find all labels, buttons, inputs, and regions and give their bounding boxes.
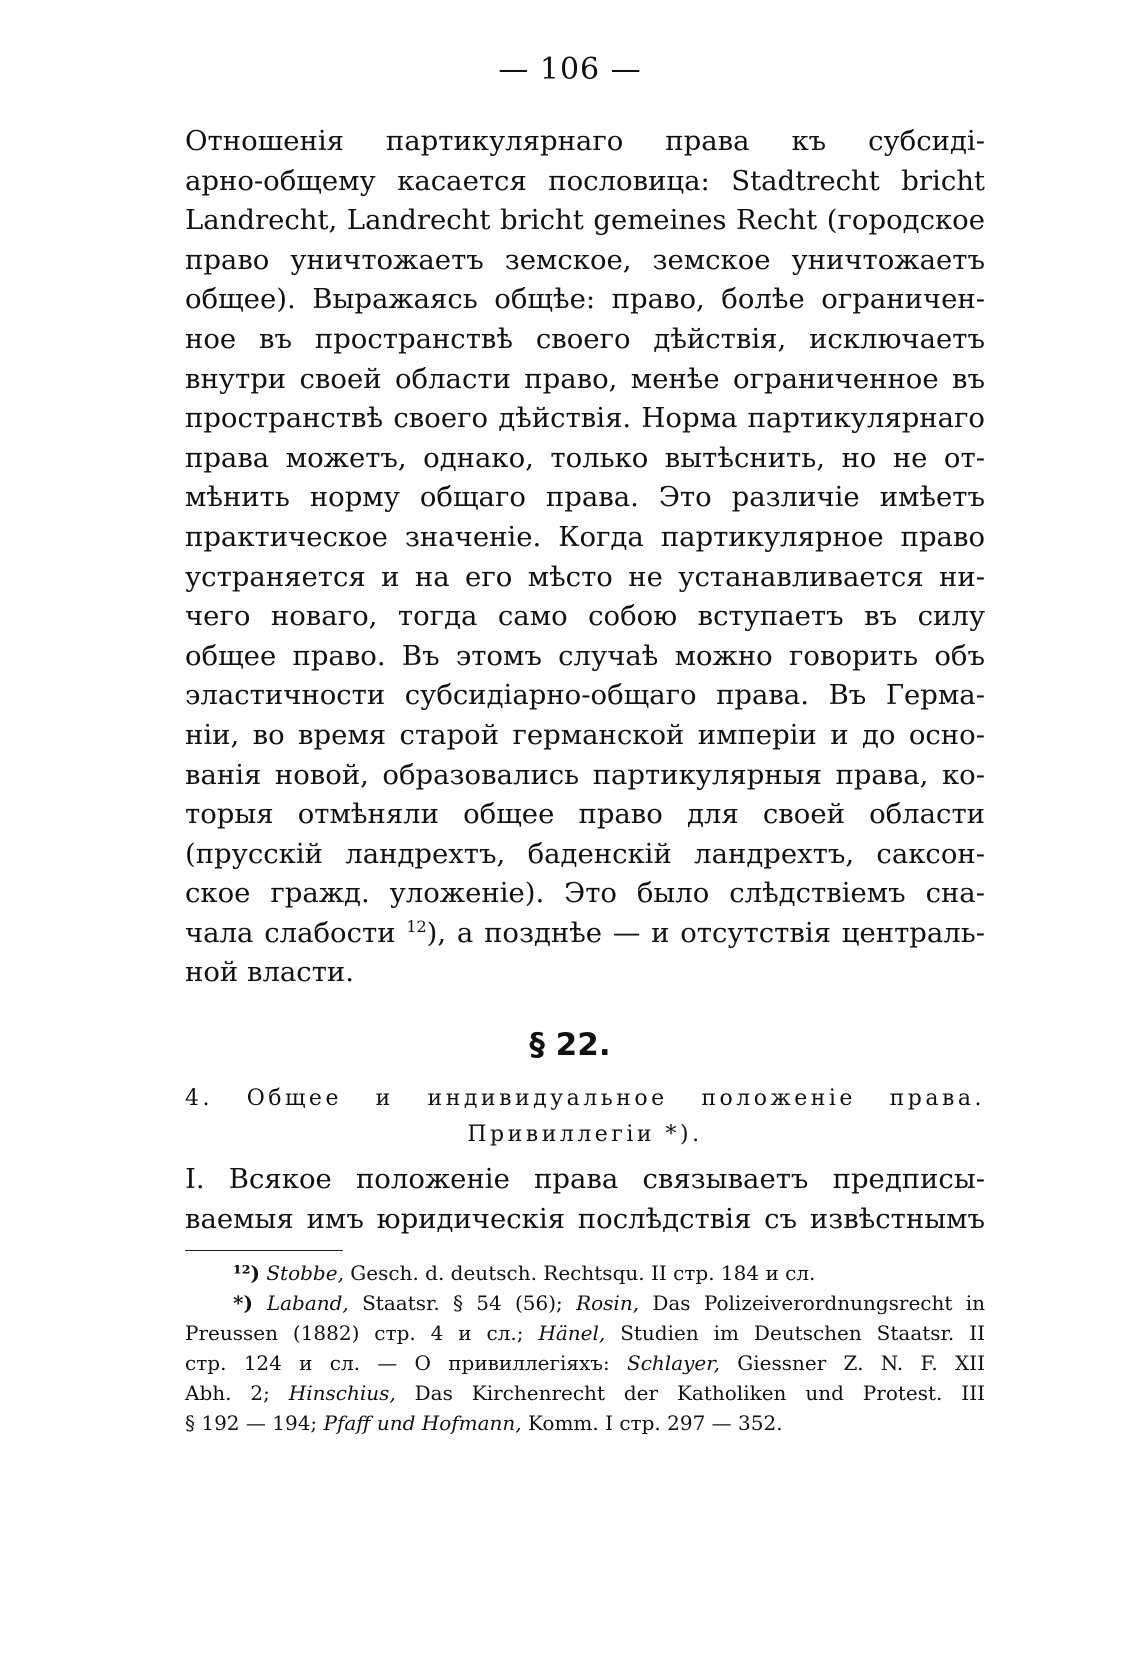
page-number: — 106 — bbox=[498, 52, 642, 87]
footnote-line bbox=[185, 1378, 985, 1408]
footnote-text: Studien im Deutschen Staatsr. II bbox=[605, 1321, 985, 1345]
footnote-text: стр. 124 и сл. — О привиллегіяхъ: bbox=[185, 1351, 628, 1375]
text-line-with-footnote-ref bbox=[185, 914, 985, 954]
line-text-before-ref: чала слабости bbox=[185, 916, 407, 949]
text-line: Landrecht, Landrecht bricht gemeines Recht (городское bbox=[185, 204, 985, 237]
text-line: практическое значеніе. Когда партикулярное право bbox=[185, 520, 985, 553]
footnote-text: Das Polizeiverordnungsrecht in bbox=[639, 1291, 985, 1315]
footnote-marker: *) bbox=[233, 1291, 267, 1315]
footnote-author: Hinschius, bbox=[288, 1381, 396, 1405]
text-line: ной власти. bbox=[185, 956, 354, 989]
text-line: общее право. Въ этомъ случаѣ можно говорить объ bbox=[185, 639, 985, 672]
footnote-author: Pfaff und Hofmann, bbox=[323, 1411, 522, 1435]
paragraph-2 bbox=[185, 1160, 985, 1239]
text-line: чего новаго, тогда само собою вступаетъ въ силу bbox=[185, 600, 985, 633]
footnote-text: Preussen (1882) стр. 4 и сл.; bbox=[185, 1321, 539, 1345]
footnote-author: Hänel, bbox=[538, 1321, 606, 1345]
footnote-line bbox=[185, 1408, 985, 1438]
footnote-text: Staatsr. § 54 (56); bbox=[348, 1291, 577, 1315]
footnote-author: Rosin, bbox=[576, 1291, 640, 1315]
footnote-marker: ¹²) bbox=[233, 1261, 260, 1285]
text-line: эластичности субсидіарно-общаго права. Въ Герма- bbox=[185, 679, 985, 712]
text-line: ваемыя имъ юридическія послѣдствія съ извѣстнымъ bbox=[185, 1202, 985, 1235]
text-line: ванія новой, образовались партикулярныя права, ко- bbox=[185, 758, 985, 791]
footnote-author: Stobbe, bbox=[266, 1261, 344, 1285]
footnote-text: Abh. 2; bbox=[185, 1381, 289, 1405]
footnote-text: Giessner Z. N. F. XII bbox=[719, 1351, 985, 1375]
footnote-text: Komm. I стр. 297 — 352. bbox=[521, 1411, 783, 1435]
footnote-author: Laband, bbox=[266, 1291, 349, 1315]
footnote-12 bbox=[185, 1258, 985, 1288]
text-line: пространствѣ своего дѣйствія. Норма партикулярнаго bbox=[185, 402, 985, 435]
footnote-star bbox=[185, 1288, 985, 1438]
text-line: внутри своей области право, менѣе ограниченное въ bbox=[185, 362, 985, 395]
text-line: мѣнить норму общаго права. Это различіе имѣетъ bbox=[185, 481, 985, 514]
text-line: (прусскій ландрехтъ, баденскій ландрехтъ, саксон- bbox=[185, 837, 985, 870]
section-heading: 4. Общее и индивидуальное положеніе права. bbox=[185, 1086, 985, 1111]
footnote-line bbox=[185, 1318, 985, 1348]
footnote-text: § 192 — 194; bbox=[185, 1411, 324, 1435]
text-line: Отношенія партикулярнаго права къ субсиді- bbox=[185, 125, 985, 157]
footnote-text: Gesch. d. deutsch. Rechtsqu. II стр. 184 и сл. bbox=[350, 1261, 816, 1285]
text-line: арно-общему касается пословица: Stadtrecht bricht bbox=[185, 164, 985, 197]
footnote-divider bbox=[185, 1250, 343, 1251]
text-line: права можетъ, однако, только вытѣснить, но не от- bbox=[185, 441, 985, 474]
paragraph-1 bbox=[185, 122, 985, 993]
footnote-ref-12[interactable]: 12 bbox=[406, 916, 427, 936]
footnote-text: Das Kirchenrecht der Katholiken und Protest. III bbox=[395, 1381, 985, 1405]
footnote-author: Schlayer, bbox=[627, 1351, 720, 1375]
text-line: ное въ пространствѣ своего дѣйствія, исключаетъ bbox=[185, 322, 985, 355]
section-number: § 22. bbox=[529, 1027, 611, 1063]
footnote-line bbox=[185, 1288, 985, 1318]
section-subheading: Привиллегіи *). bbox=[467, 1122, 703, 1147]
text-line: ское гражд. уложеніе). Это было слѣдствіемъ сна- bbox=[185, 877, 985, 910]
footnote-line bbox=[185, 1348, 985, 1378]
text-line: право уничтожаетъ земское, земское уничтожаетъ bbox=[185, 243, 985, 276]
text-line: устраняется и на его мѣсто не устанавливается ни- bbox=[185, 560, 985, 593]
text-line: I. Всякое положеніе права связываетъ предписы- bbox=[185, 1163, 985, 1195]
footnotes bbox=[185, 1258, 985, 1438]
text-line: торыя отмѣняли общее право для своей области bbox=[185, 798, 985, 831]
text-line: общее). Выражаясь общѣе: право, болѣе ограничен- bbox=[185, 283, 985, 316]
line-text-after-ref: ), а позднѣе — и отсутствія централь- bbox=[426, 916, 986, 949]
text-line: ніи, во время старой германской имперіи и до осно- bbox=[185, 718, 985, 751]
